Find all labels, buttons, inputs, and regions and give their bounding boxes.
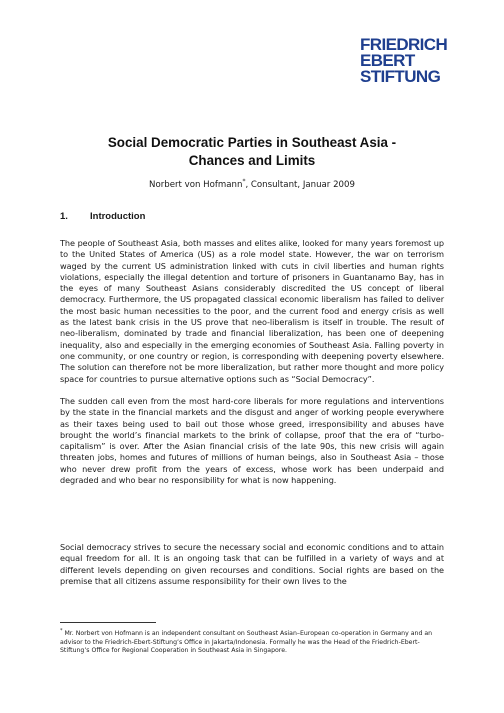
section-number: 1. xyxy=(60,211,68,222)
section-heading xyxy=(60,211,444,223)
author-footnote-marker: * xyxy=(242,178,246,185)
title-line-2: Chances and Limits xyxy=(188,152,316,168)
paragraph-1: The people of Southeast Asia, both masses and elites alike, looked for many years foremost up to the United States of America (US) as a role model state. However, the war on terrorism waged by the current US administration linked with cuts in civil liberties and human rights violations, especially the illegal detention and torture of prisoners in Guantanamo Bay, has in the eyes of many Southeast Asians considerably discredited the US concept of liberal democracy. Furthermore, the US propagated classical economic liberalism has failed to deliver the most basic human necessities to the poor, and the current food and energy crisis as well as the latest bank crisis in the US prove that neo-liberalism is itself in trouble. The result of neo-liberalism, dominated by trade and financial liberalization, has been one of deepening inequality, also and especially in the emerging economies of Southeast Asia. Falling poverty in one community, or one country or region, is corresponding with deepening poverty elsewhere. The solution can therefore not be more liberalization, but rather more thought and more policy space for countries to pursue alternative options such as “Social Democracy”. xyxy=(60,238,444,384)
paragraph-2: The sudden call even from the most hard-core liberals for more regulations and interventions by the state in the financial markets and the disgust and anger of working people everywhere as their taxes being used to bail out those whose greed, irresponsibility and abuses have brought the world’s financial markets to the brink of collapse, proof that the era of “turbo-capitalism” is over. After the Asian financial crisis of the late 90s, this new crisis will again threaten jobs, homes and futures of millions of human beings, also in Southeast Asia – those who never drew profit from the years of excess, whose work has been underpaid and degraded and who bear no responsibility for what is now happening. xyxy=(60,396,444,486)
footnote xyxy=(60,627,444,656)
author-line xyxy=(60,176,444,191)
paragraph-3: Social democracy strives to secure the necessary social and economic conditions and to attain equal freedom for all. It is an ongoing task that can be fulfilled in a variety of ways and at different levels depending on given recourses and conditions. Social rights are based on the premise that all citizens assume responsibility for their own lives to the xyxy=(60,542,444,586)
fes-logo xyxy=(360,37,460,85)
document-title xyxy=(60,134,444,169)
section-title: Introduction xyxy=(90,211,146,222)
author-affiliation-date: , Consultant, Januar 2009 xyxy=(245,179,355,190)
author-name: Norbert von Hofmann xyxy=(149,179,243,190)
logo-line-2: EBERT xyxy=(360,51,415,70)
logo-line-3: STIFTUNG xyxy=(360,67,441,86)
title-line-1: Social Democratic Parties in Southeast Asia - xyxy=(107,135,397,150)
footnote-text: Mr. Norbert von Hofmann is an independent consultant on Southeast Asian–European co-operation in Germany and an advisor to the Friedrich-Ebert-Stiftung’s Office in Jakarta/Indonesia. Formally he was the Head of the Friedrich-Ebert-Stiftung’s Office for Regional Cooperation in Southeast Asia in Singapore. xyxy=(60,630,433,655)
footnote-divider xyxy=(60,622,156,623)
footnote-marker: * xyxy=(60,628,63,634)
logo-line-1: FRIEDRICH xyxy=(360,35,448,54)
